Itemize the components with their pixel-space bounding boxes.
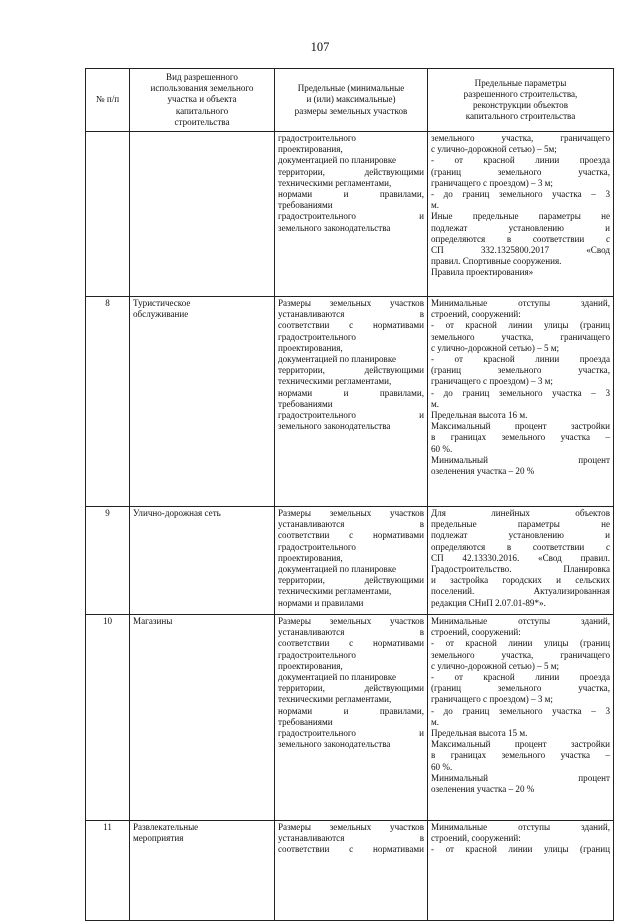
building-params-line: предельные параметры не bbox=[431, 519, 610, 530]
building-params-cell bbox=[428, 132, 614, 297]
plot-sizes-cell bbox=[275, 297, 428, 507]
plot-sizes-line: техническими регламентами, bbox=[278, 586, 392, 597]
plot-sizes-line: Размеры земельных участков bbox=[278, 616, 424, 627]
building-params-line: - от красной линии улицы (границ bbox=[431, 320, 610, 331]
table-row bbox=[86, 821, 614, 921]
plot-sizes-line: соответствии с нормативами bbox=[278, 638, 424, 649]
header-line: размеры земельных участков bbox=[294, 105, 408, 116]
building-params-line: граничащего с проездом) – 3 м; bbox=[431, 177, 553, 188]
plot-sizes-line: территории, действующими bbox=[278, 166, 424, 177]
building-params-line: Предельная высота 16 м. bbox=[431, 410, 528, 421]
header-line: использования земельного bbox=[150, 83, 254, 94]
building-params-line: - от красной линии улицы (границ bbox=[431, 844, 610, 855]
row-number bbox=[86, 132, 130, 297]
table-row bbox=[86, 507, 614, 615]
building-params-line: с улично-дорожной сетью) – 5 м; bbox=[431, 342, 560, 353]
building-params-line: Иные предельные параметры не bbox=[431, 211, 610, 222]
plot-sizes-line: градостроительного bbox=[278, 649, 356, 660]
plot-sizes-line: устанавливаются в bbox=[278, 519, 424, 530]
building-params-line: (границ земельного участка, bbox=[431, 365, 610, 376]
plot-sizes-line: земельного законодательства bbox=[278, 421, 391, 432]
building-params-line: строений, сооружений: bbox=[431, 833, 521, 844]
plot-sizes-line: соответствии с нормативами bbox=[278, 844, 424, 855]
use-type-cell bbox=[130, 132, 275, 297]
building-params-cell bbox=[428, 821, 614, 921]
building-params-line: Минимальный процент bbox=[431, 772, 610, 783]
building-params-line: поселений. Актуализированная bbox=[431, 586, 610, 597]
building-params-line: с улично-дорожной сетью) – 5м; bbox=[431, 144, 557, 155]
building-params-line: - до границ земельного участка – 3 bbox=[431, 387, 610, 398]
building-params-line: подлежат установлению и bbox=[431, 222, 610, 233]
building-params-line: граничащего с проездом) – 3 м; bbox=[431, 694, 553, 705]
plot-sizes-line: соответствии с нормативами bbox=[278, 530, 424, 541]
building-params-line: озеленения участка – 20 % bbox=[431, 466, 535, 477]
plot-sizes-cell bbox=[275, 132, 428, 297]
building-params-line: СП 42.13330.2016. «Свод правил. bbox=[431, 552, 610, 563]
building-params-line: - до границ земельного участка – 3 bbox=[431, 189, 610, 200]
building-params-line: граничащего с проездом) – 3 м; bbox=[431, 376, 553, 387]
plot-sizes-line: устанавливаются в bbox=[278, 627, 424, 638]
plot-sizes-line: нормами и правилами bbox=[278, 597, 364, 608]
header-line: Предельные параметры bbox=[474, 77, 567, 88]
plot-sizes-line: устанавливаются в bbox=[278, 309, 424, 320]
plot-sizes-line: Размеры земельных участков bbox=[278, 508, 424, 519]
building-params-line: Минимальные отступы зданий, bbox=[431, 822, 610, 833]
header-line: разрешенного строительства, bbox=[463, 88, 578, 99]
building-params-line: в границах земельного участка – bbox=[431, 750, 610, 761]
building-params-line: Максимальный процент застройки bbox=[431, 421, 610, 432]
building-params-line: определяются в соответствии с bbox=[431, 233, 610, 244]
plot-sizes-line: нормами и правилами, bbox=[278, 705, 424, 716]
table-body bbox=[86, 132, 614, 921]
building-params-line: 60 %. bbox=[431, 761, 453, 772]
use-type-line: Туристическое bbox=[133, 298, 191, 309]
plot-sizes-cell bbox=[275, 821, 428, 921]
building-params-line: - от красной линии проезда bbox=[431, 155, 610, 166]
building-params-line: Градостроительство. Планировка bbox=[431, 564, 610, 575]
building-params-line: в границах земельного участка – bbox=[431, 432, 610, 443]
building-params-line: Минимальные отступы зданий, bbox=[431, 616, 610, 627]
plot-sizes-line: градостроительного bbox=[278, 133, 356, 144]
building-params-line: - до границ земельного участка – 3 bbox=[431, 705, 610, 716]
building-params-line: строений, сооружений: bbox=[431, 309, 521, 320]
plot-sizes-line: техническими регламентами, bbox=[278, 376, 392, 387]
use-type-line: Развлекательные bbox=[133, 822, 199, 833]
building-params-line: Правила проектирования» bbox=[431, 267, 534, 278]
plot-sizes-line: техническими регламентами, bbox=[278, 177, 392, 188]
header-line: капитального bbox=[175, 105, 229, 116]
regulations-table bbox=[85, 68, 614, 921]
building-params-line: правил. Спортивные сооружения. bbox=[431, 256, 562, 267]
page-number: 107 bbox=[310, 40, 330, 54]
row-number: 9 bbox=[86, 507, 130, 615]
use-type-line: Улично-дорожная сеть bbox=[133, 508, 221, 519]
building-params-line: Предельная высота 15 м. bbox=[431, 728, 528, 739]
building-params-line: м. bbox=[431, 716, 440, 727]
row-number: 11 bbox=[86, 821, 130, 921]
header-line: Вид разрешенного bbox=[166, 72, 238, 82]
use-type-cell bbox=[130, 507, 275, 615]
use-type-cell bbox=[130, 297, 275, 507]
building-params-line: земельного участка, граничащего bbox=[431, 649, 610, 660]
plot-sizes-line: устанавливаются в bbox=[278, 833, 424, 844]
plot-sizes-line: территории, действующими bbox=[278, 575, 424, 586]
header-number: № п/п bbox=[86, 69, 130, 132]
building-params-line: подлежат установлению и bbox=[431, 530, 610, 541]
table-row bbox=[86, 297, 614, 507]
plot-sizes-line: нормами и правилами, bbox=[278, 387, 424, 398]
plot-sizes-line: градостроительного bbox=[278, 331, 356, 342]
plot-sizes-line: требованиями bbox=[278, 200, 333, 211]
plot-sizes-line: градостроительного и bbox=[278, 410, 424, 421]
plot-sizes-line: проектирования, bbox=[278, 144, 343, 155]
building-params-line: Максимальный процент застройки bbox=[431, 739, 610, 750]
building-params-line: м. bbox=[431, 200, 440, 211]
plot-sizes-line: нормами и правилами, bbox=[278, 189, 424, 200]
plot-sizes-line: земельного законодательства bbox=[278, 222, 391, 233]
table-row bbox=[86, 132, 614, 297]
header-line: реконструкции объектов bbox=[472, 100, 569, 110]
row-number: 10 bbox=[86, 615, 130, 821]
building-params-line: (границ земельного участка, bbox=[431, 166, 610, 177]
table-row bbox=[86, 615, 614, 821]
plot-sizes-line: документацией по планировке bbox=[278, 354, 397, 365]
building-params-line: - от красной линии проезда bbox=[431, 672, 610, 683]
plot-sizes-line: градостроительного и bbox=[278, 728, 424, 739]
plot-sizes-line: соответствии с нормативами bbox=[278, 320, 424, 331]
building-params-line: - от красной линии улицы (границ bbox=[431, 638, 610, 649]
building-params-line: строений, сооружений: bbox=[431, 627, 521, 638]
plot-sizes-line: документацией по планировке bbox=[278, 672, 397, 683]
plot-sizes-line: требованиями bbox=[278, 398, 333, 409]
building-params-line: редакция СНиП 2.07.01-89*». bbox=[431, 597, 546, 608]
plot-sizes-line: техническими регламентами, bbox=[278, 694, 392, 705]
plot-sizes-line: градостроительного bbox=[278, 541, 356, 552]
header-line: и (или) максимальные) bbox=[306, 94, 396, 105]
plot-sizes-line: документацией по планировке bbox=[278, 155, 397, 166]
plot-sizes-line: Размеры земельных участков bbox=[278, 298, 424, 309]
building-params-line: с улично-дорожной сетью) – 5 м; bbox=[431, 660, 560, 671]
building-params-line: Для линейных объектов bbox=[431, 508, 610, 519]
building-params-line: - от красной линии проезда bbox=[431, 354, 610, 365]
plot-sizes-line: территории, действующими bbox=[278, 683, 424, 694]
header-line: участка и объекта bbox=[167, 94, 237, 105]
building-params-line: Минимальный процент bbox=[431, 454, 610, 465]
plot-sizes-line: градостроительного и bbox=[278, 211, 424, 222]
header-building-params bbox=[428, 69, 614, 132]
table-header bbox=[86, 69, 614, 132]
plot-sizes-line: территории, действующими bbox=[278, 365, 424, 376]
use-type-line: мероприятия bbox=[133, 833, 184, 844]
building-params-line: земельного участка, граничащего bbox=[431, 133, 610, 144]
plot-sizes-line: проектирования, bbox=[278, 342, 343, 353]
building-params-line: м. bbox=[431, 398, 440, 409]
use-type-line: Магазины bbox=[133, 616, 173, 627]
building-params-cell bbox=[428, 507, 614, 615]
plot-sizes-line: проектирования, bbox=[278, 552, 343, 563]
plot-sizes-line: земельного законодательства bbox=[278, 739, 391, 750]
building-params-line: СП 332.1325800.2017 «Свод bbox=[431, 245, 610, 256]
use-type-cell bbox=[130, 821, 275, 921]
building-params-line: Минимальные отступы зданий, bbox=[431, 298, 610, 309]
header-line: строительства bbox=[174, 116, 230, 127]
header-line: капитального строительства bbox=[465, 111, 576, 122]
use-type-cell bbox=[130, 615, 275, 821]
plot-sizes-cell bbox=[275, 507, 428, 615]
building-params-line: озеленения участка – 20 % bbox=[431, 784, 535, 795]
building-params-line: 60 %. bbox=[431, 443, 453, 454]
building-params-line: земельного участка, граничащего bbox=[431, 331, 610, 342]
plot-sizes-line: требованиями bbox=[278, 716, 333, 727]
header-use-type bbox=[130, 69, 275, 132]
building-params-line: (границ земельного участка, bbox=[431, 683, 610, 694]
building-params-line: и застройка городских и сельских bbox=[431, 575, 610, 586]
use-type-line: обслуживание bbox=[133, 309, 189, 320]
plot-sizes-line: документацией по планировке bbox=[278, 564, 397, 575]
row-number: 8 bbox=[86, 297, 130, 507]
building-params-cell bbox=[428, 615, 614, 821]
plot-sizes-line: Размеры земельных участков bbox=[278, 822, 424, 833]
header-line: Предельные (минимальные bbox=[297, 83, 405, 94]
plot-sizes-line: проектирования, bbox=[278, 660, 343, 671]
header-plot-sizes bbox=[275, 69, 428, 132]
building-params-cell bbox=[428, 297, 614, 507]
building-params-line: определяются в соответствии с bbox=[431, 541, 610, 552]
plot-sizes-cell bbox=[275, 615, 428, 821]
